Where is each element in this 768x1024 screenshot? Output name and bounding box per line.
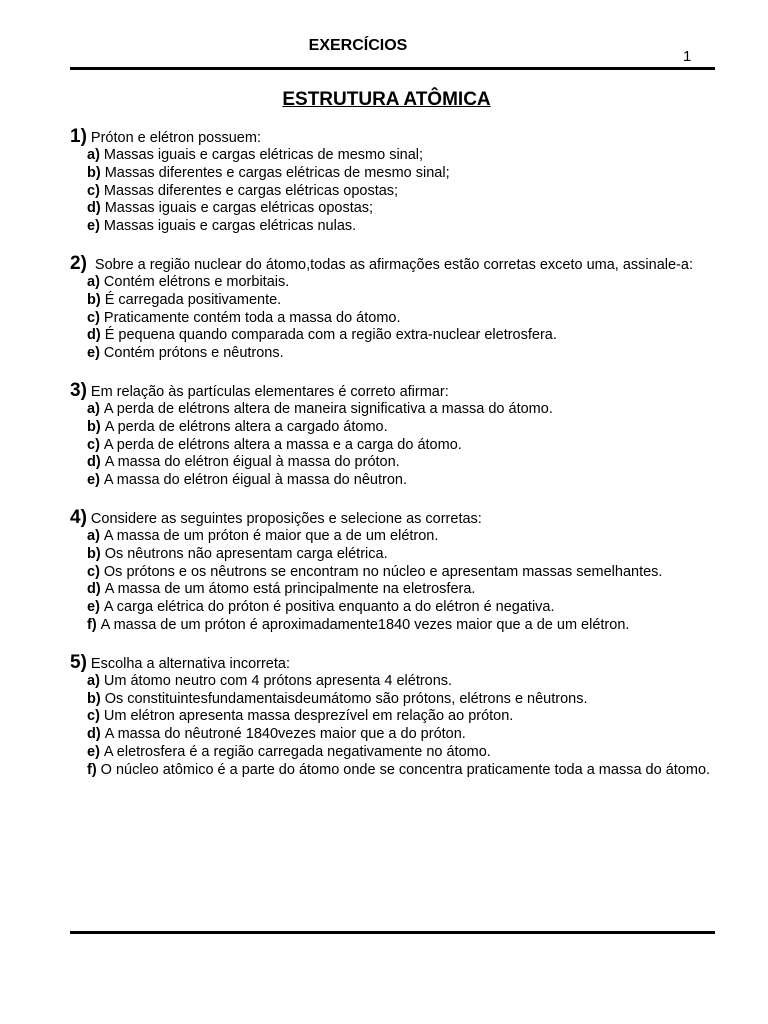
option-item — [87, 599, 720, 617]
header-title: EXERCÍCIOS — [308, 37, 408, 54]
option-letter: d) — [87, 581, 101, 598]
question-number: 1) — [70, 126, 87, 147]
option-letter: e) — [87, 472, 100, 489]
option-text: Um elétron apresenta massa desprezível em relação ao próton. — [103, 708, 514, 725]
option-item — [87, 708, 720, 726]
question-2 — [70, 252, 720, 363]
option-text: Massas iguais e cargas elétricas nulas. — [103, 218, 357, 235]
option-item — [87, 183, 720, 201]
question-number: 3) — [70, 379, 87, 401]
option-text: Os nêutrons não apresentam carga elétrica. — [104, 545, 388, 562]
option-item — [87, 419, 720, 437]
option-item — [87, 147, 720, 165]
option-item — [87, 617, 720, 635]
option-item — [87, 528, 720, 546]
option-text: A massa do nêutroné 1840vezes maior que a do próton. — [104, 726, 466, 743]
option-letter: b) — [87, 545, 101, 562]
option-text: É pequena quando comparada com a região extra-nuclear eletrosfera. — [104, 327, 557, 344]
option-letter: d) — [87, 454, 101, 471]
option-item — [87, 437, 720, 455]
option-text: Os constituintesfundamentaisdeumátomo são prótons, elétrons e nêutrons. — [104, 690, 588, 707]
document-title: ESTRUTURA ATÔMICA — [282, 89, 491, 110]
question-text: Próton e elétron possuem: — [90, 130, 261, 146]
option-list — [70, 528, 720, 635]
question-text: Escolha a alternativa incorreta: — [90, 655, 290, 672]
option-letter: e) — [87, 345, 100, 362]
option-letter: e) — [87, 743, 100, 760]
question-number: 2) — [70, 252, 87, 274]
option-letter: e) — [87, 599, 100, 616]
option-item — [87, 401, 720, 419]
question-number: 5) — [70, 651, 87, 673]
option-letter: a) — [87, 273, 100, 290]
option-item — [87, 762, 720, 780]
question-5 — [70, 651, 720, 780]
page-number: 1 — [683, 48, 692, 65]
option-text: A perda de elétrons altera de maneira significativa a massa do átomo. — [103, 400, 553, 417]
option-letter: c) — [87, 708, 100, 725]
option-text: Um átomo neutro com 4 prótons apresenta 4 elétrons. — [103, 672, 453, 689]
question-text: Considere as seguintes proposições e selecione as corretas: — [90, 510, 482, 527]
question-4 — [70, 506, 720, 635]
option-text: Massas iguais e cargas elétricas de mesmo sinal; — [103, 147, 424, 163]
question-stem — [70, 651, 720, 673]
option-item — [87, 454, 720, 472]
question-number: 4) — [70, 506, 87, 528]
option-text: Contém prótons e nêutrons. — [103, 345, 284, 362]
option-text: A perda de elétrons altera a massa e a carga do átomo. — [103, 436, 462, 453]
option-letter: f) — [87, 761, 97, 778]
option-text: A carga elétrica do próton é positiva enquanto a do elétron é negativa. — [103, 599, 555, 616]
option-list — [70, 147, 720, 236]
header-divider — [70, 67, 715, 70]
option-item — [87, 310, 720, 328]
option-text: A massa do elétron éigual à massa do nêutron. — [103, 472, 407, 489]
option-letter: d) — [87, 327, 101, 344]
option-item — [87, 726, 720, 744]
option-item — [87, 274, 720, 292]
option-letter: c) — [87, 436, 100, 453]
footer-divider — [70, 931, 715, 934]
option-letter: b) — [87, 164, 101, 181]
option-item — [87, 165, 720, 183]
option-letter: c) — [87, 182, 100, 199]
option-letter: a) — [87, 400, 100, 417]
option-text: A perda de elétrons altera a cargado átomo. — [104, 418, 388, 435]
option-list — [70, 274, 720, 363]
option-letter: b) — [87, 690, 101, 707]
question-3 — [70, 379, 720, 490]
option-letter: a) — [87, 672, 100, 689]
question-stem — [70, 252, 720, 274]
question-1 — [70, 128, 720, 236]
option-text: O núcleo atômico é a parte do átomo onde se concentra praticamente toda a massa do átomo. — [100, 761, 711, 778]
option-letter: d) — [87, 726, 101, 743]
question-text: Sobre a região nuclear do átomo,todas as afirmações estão corretas exceto uma, assinale-a: — [90, 256, 693, 273]
option-letter: a) — [87, 527, 100, 544]
option-item — [87, 292, 720, 310]
option-text: A massa de um átomo está principalmente na eletrosfera. — [104, 581, 476, 598]
option-list — [70, 673, 720, 780]
question-stem — [70, 506, 720, 528]
option-text: A massa de um próton é aproximadamente1840 vezes maior que a de um elétron. — [100, 616, 630, 633]
option-letter: c) — [87, 563, 100, 580]
option-text: Massas diferentes e cargas elétricas opostas; — [103, 182, 399, 199]
option-item — [87, 345, 720, 363]
option-letter: e) — [87, 218, 100, 235]
option-letter: a) — [87, 147, 100, 163]
option-item — [87, 691, 720, 709]
option-letter: f) — [87, 616, 97, 633]
option-text: Massas diferentes e cargas elétricas de mesmo sinal; — [104, 164, 450, 181]
option-text: A massa de um próton é maior que a de um elétron. — [103, 527, 439, 544]
option-letter: b) — [87, 418, 101, 435]
option-letter: d) — [87, 200, 101, 217]
question-list — [70, 128, 720, 799]
option-item — [87, 327, 720, 345]
option-text: Massas iguais e cargas elétricas opostas; — [104, 200, 374, 217]
option-item — [87, 581, 720, 599]
option-list — [70, 401, 720, 490]
option-item — [87, 673, 720, 691]
option-text: A eletrosfera é a região carregada negativamente no átomo. — [103, 743, 491, 760]
option-text: Contém elétrons e morbitais. — [103, 273, 290, 290]
option-item — [87, 564, 720, 582]
option-letter: b) — [87, 291, 101, 308]
option-text: Os prótons e os nêutrons se encontram no núcleo e apresentam massas semelhantes. — [103, 563, 663, 580]
question-text: Em relação às partículas elementares é correto afirmar: — [90, 383, 449, 400]
option-item — [87, 472, 720, 490]
option-text: Praticamente contém toda a massa do átomo. — [103, 309, 401, 326]
option-item — [87, 218, 720, 236]
option-letter: c) — [87, 309, 100, 326]
option-text: É carregada positivamente. — [104, 291, 282, 308]
option-item — [87, 744, 720, 762]
question-stem — [70, 128, 720, 147]
option-item — [87, 546, 720, 564]
option-item — [87, 200, 720, 218]
question-stem — [70, 379, 720, 401]
option-text: A massa do elétron éigual à massa do próton. — [104, 454, 400, 471]
